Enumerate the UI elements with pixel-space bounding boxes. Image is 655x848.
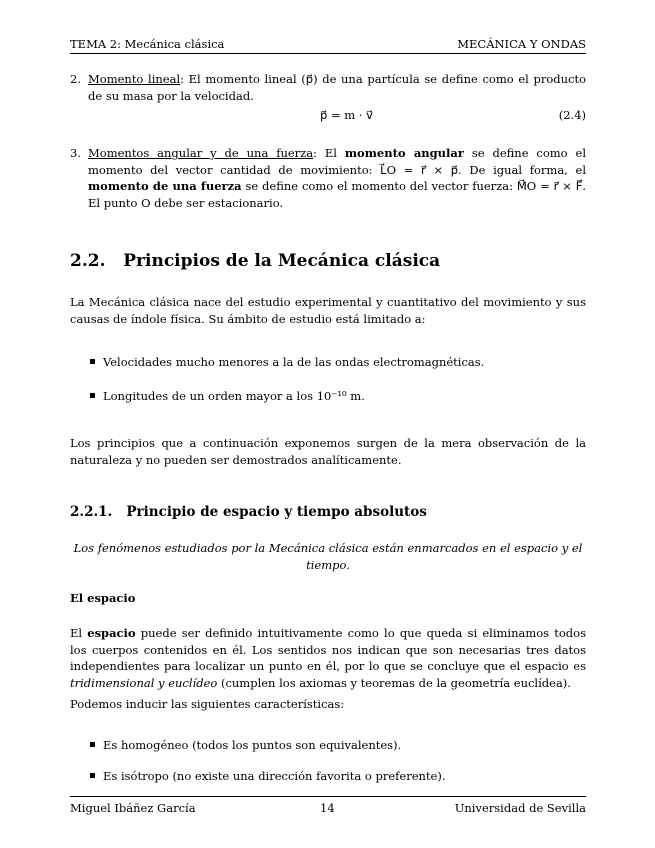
list-item (90, 738, 401, 752)
list-item-text: Es homogéneo (todos los puntos son equivalentes). (103, 738, 402, 752)
term-bold: momento angular (344, 146, 464, 160)
item-momentos (70, 145, 586, 211)
subsection-number: 2.2.1. (70, 504, 113, 520)
item-term: Momentos angular y de una fuerza (88, 146, 314, 160)
subsection-title: Principio de espacio y tiempo absolutos (126, 504, 427, 520)
item-text: : El (313, 146, 345, 160)
bullet-icon (90, 742, 95, 747)
list-item (90, 389, 365, 403)
space-paragraph (70, 625, 586, 691)
item-term: Momento lineal (88, 72, 181, 86)
footer-university: Universidad de Sevilla (454, 801, 586, 815)
page-footer (70, 801, 586, 815)
page-header (70, 37, 586, 51)
item-text: se define como el momento del vector cantidad de movimiento: L⃗O = r⃗ × p⃗. De igual forma, el (88, 146, 587, 177)
header-course: MECÁNICA Y ONDAS (457, 37, 586, 51)
equation: p⃗ = m · v⃗ (320, 108, 373, 122)
text: El (70, 626, 88, 640)
list-item (90, 355, 484, 369)
subsection-heading (70, 504, 427, 520)
footer-author: Miguel Ibáñez García (70, 801, 196, 815)
intro-paragraph: La Mecánica clásica nace del estudio experimental y cuantitativo del movimiento y sus causas de índole física. Su ámbito de estudio está limitado a: (70, 295, 586, 326)
item-text: : El momento lineal (p⃗) de una partícula se define como el producto de su masa por la velocidad. (88, 72, 586, 103)
equation-number: (2.4) (558, 108, 586, 122)
section-title: Principios de la Mecánica clásica (123, 251, 441, 271)
text: puede ser definido intuitivamente como lo que queda si eliminamos todos los cuerpos contenidos en él. Los sentidos nos indican que son necesarias tres datos independientes para localizar un punto en él, por lo que se concluye que el espacio es (70, 626, 586, 673)
bullet-icon (90, 773, 95, 778)
item-number: 3. (70, 146, 81, 160)
bullet-icon (90, 359, 95, 364)
header-rule (70, 53, 586, 54)
framing-statement: Los fenómenos estudiados por la Mecánica clásica están enmarcados en el espacio y el tiempo. (73, 541, 583, 572)
bullet-icon (90, 393, 95, 398)
term-bold: momento de una fuerza (88, 179, 242, 193)
section-heading (70, 251, 440, 271)
term-bold: espacio (87, 626, 136, 640)
list-item (90, 769, 446, 783)
term-italic: tridimensional y euclídeo (70, 675, 218, 690)
list-item-text: Es isótropo (no existe una dirección favorita o preferente). (103, 769, 446, 783)
deduce-paragraph: Podemos inducir las siguientes características: (70, 697, 345, 711)
item-momento-lineal (70, 71, 586, 104)
principles-paragraph: Los principios que a continuación exponemos surgen de la mera observación de la naturaleza y no pueden ser demostrados analíticamente. (70, 436, 586, 467)
paragraph-heading: El espacio (70, 591, 136, 605)
list-item-text: Longitudes de un orden mayor a los 10⁻¹⁰ m. (103, 389, 365, 403)
list-item-text: Velocidades mucho menores a la de las ondas electromagnéticas. (103, 355, 485, 369)
page-number: 14 (320, 801, 335, 815)
item-number: 2. (70, 72, 81, 86)
footer-rule (70, 796, 586, 797)
header-chapter: TEMA 2: Mecánica clásica (70, 37, 225, 51)
text: (cumplen los axiomas y teoremas de la geometría euclídea). (217, 675, 571, 690)
item-text: se define como el momento del vector fuerza: M⃗O = r⃗ × F⃗. El punto O debe ser estacionario. (88, 179, 587, 210)
section-number: 2.2. (70, 251, 106, 271)
